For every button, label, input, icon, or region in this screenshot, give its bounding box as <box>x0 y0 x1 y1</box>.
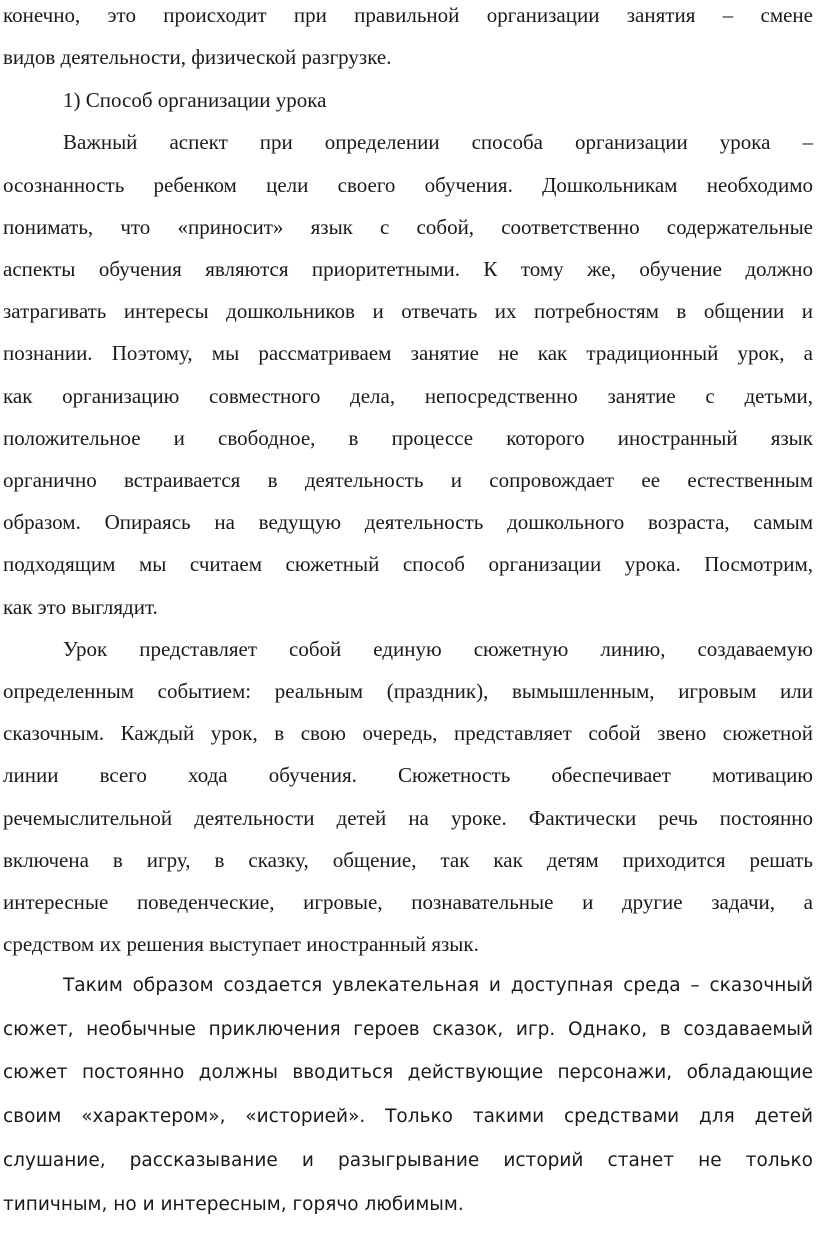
text-line: своим «характером», «историей». Только такими средствами для детей <box>3 1106 813 1127</box>
text-line: Важный аспект при определении способа организации урока – <box>63 130 813 154</box>
text-line: определенным событием: реальным (праздник), вымышленным, игровым или <box>3 679 813 703</box>
text-line: видов деятельности, физической разгрузке. <box>3 45 392 69</box>
text-line: линии всего хода обучения. Сюжетность обеспечивает мотивацию <box>3 763 813 787</box>
text-line: сюжет постоянно должны вводиться действующие персонажи, обладающие <box>3 1062 813 1083</box>
text-line: подходящим мы считаем сюжетный способ организации урока. Посмотрим, <box>3 552 813 576</box>
text-line: затрагивать интересы дошкольников и отвечать их потребностям в общении и <box>3 299 813 323</box>
text-line: Таким образом создается увлекательная и доступная среда – сказочный <box>63 975 813 996</box>
text-line: как это выглядит. <box>3 595 158 619</box>
text-line: интересные поведенческие, игровые, познавательные и другие задачи, а <box>3 890 813 914</box>
text-line: слушание, рассказывание и разыгрывание историй станет не только <box>3 1150 813 1171</box>
text-line: конечно, это происходит при правильной организации занятия – смене <box>3 3 813 27</box>
text-line: органично встраивается в деятельность и сопровождает ее естественным <box>3 468 813 492</box>
text-line: сказочным. Каждый урок, в свою очередь, представляет собой звено сюжетной <box>3 721 813 745</box>
text-line: средством их решения выступает иностранный язык. <box>3 932 479 956</box>
text-line: познании. Поэтому, мы рассматриваем занятие не как традиционный урок, а <box>3 341 813 365</box>
text-line: речемыслительной деятельности детей на уроке. Фактически речь постоянно <box>3 806 813 830</box>
text-line: осознанность ребенком цели своего обучения. Дошкольникам необходимо <box>3 173 813 197</box>
text-line: включена в игру, в сказку, общение, так как детям приходится решать <box>3 848 813 872</box>
text-line: сюжет, необычные приключения героев сказок, игр. Однако, в создаваемый <box>3 1019 813 1040</box>
list-heading: 1) Способ организации урока <box>63 88 327 112</box>
text-line: понимать, что «приносит» язык с собой, соответственно содержательные <box>3 215 813 239</box>
text-line: аспекты обучения являются приоритетными. К тому же, обучение должно <box>3 257 813 281</box>
text-line: образом. Опираясь на ведущую деятельность дошкольного возраста, самым <box>3 510 813 534</box>
text-line: положительное и свободное, в процессе которого иностранный язык <box>3 426 813 450</box>
text-line: как организацию совместного дела, непосредственно занятие с детьми, <box>3 384 813 408</box>
text-line: Урок представляет собой единую сюжетную линию, создаваемую <box>63 637 813 661</box>
text-line: типичным, но и интересным, горячо любимым. <box>3 1194 464 1215</box>
